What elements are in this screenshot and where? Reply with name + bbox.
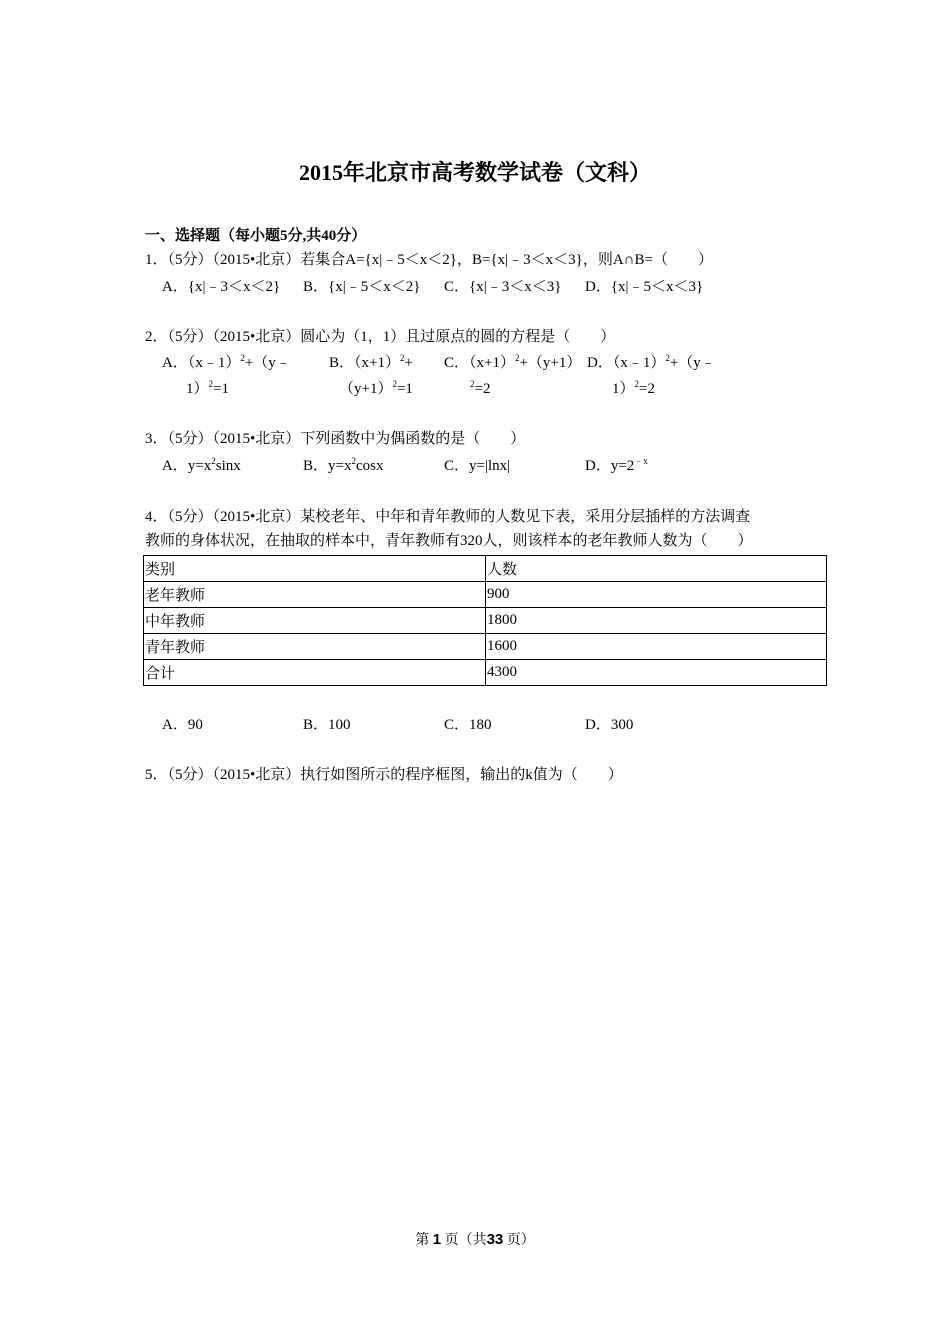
question-4-option-c: C．180 — [444, 717, 492, 733]
question-3-option-a: A．$y=x^2\sin x$ — [162, 456, 241, 474]
table-cell: 人数 — [486, 556, 827, 582]
question-4-stem-line-1: 4．（5分）（2015•北京）某校老年、中年和青年教师的人数见下表，采用分层插样的方法调查 — [145, 509, 751, 525]
table-cell: 中年教师 — [144, 608, 486, 634]
question-2-option-c-cont: $^2$=2 — [470, 379, 491, 397]
question-4-option-a: A．90 — [162, 717, 203, 733]
table-cell: 青年教师 — [144, 634, 486, 660]
question-3-stem: 3．（5分）（2015•北京）下列函数中为偶函数的是（ ） — [145, 431, 526, 447]
question-3-option-b: B．$y=x^2\cos x$ — [303, 456, 384, 474]
question-4-stem-line-2: 教师的身体状况，在抽取的样本中，青年教师有320人，则该样本的老年教师人数为（ ） — [145, 533, 753, 549]
question-2-option-b: B．$(x+1)^2+$ — [329, 353, 413, 371]
question-1-option-b: B．{x|﹣5＜x＜2} — [303, 279, 421, 295]
table-cell: 1600 — [486, 634, 827, 660]
table-cell: 类别 — [144, 556, 486, 582]
question-1-option-a: A．{x|﹣3＜x＜2} — [162, 279, 281, 295]
section-heading: 一、选择题（每小题5分,共40分） — [145, 228, 367, 244]
question-4-option-d: D．300 — [585, 717, 634, 733]
question-1-stem: 1．（5分）（2015•北京）若集合A={x|﹣5＜x＜2}，B={x|﹣3＜x＜3}，则A∩B=（ ） — [145, 252, 713, 268]
question-2-option-d-cont: 1）$^2$=2 — [612, 379, 655, 397]
question-2-option-c: C．$(x+1)^2+(y+1)$ — [444, 353, 582, 371]
question-1-option-d: D．{x|﹣5＜x＜3} — [585, 279, 704, 295]
table-cell: 4300 — [486, 660, 827, 686]
table-row — [144, 634, 827, 660]
question-2-option-d: D．（x﹣1）$^2$+（y﹣ — [587, 353, 716, 371]
teacher-count-table — [143, 555, 827, 686]
table-row — [144, 660, 827, 686]
table-row — [144, 608, 827, 634]
table-cell: 1800 — [486, 608, 827, 634]
table-cell: 合计 — [144, 660, 486, 686]
question-3-option-c: C．y=|lnx| — [444, 458, 511, 474]
question-2-option-a: A．（x﹣1）$^2$+（y﹣ — [162, 353, 291, 371]
question-1-option-c: C．{x|﹣3＜x＜3} — [444, 279, 562, 295]
table-cell: 900 — [486, 582, 827, 608]
question-5-stem: 5．（5分）（2015•北京）执行如图所示的程序框图，输出的k值为（ ） — [145, 767, 623, 783]
question-2-option-a-cont: 1）$^2$=1 — [186, 379, 229, 397]
table-header-row — [144, 556, 827, 582]
table-row — [144, 582, 827, 608]
page-footer: 第 1 页（共33 页） — [415, 1231, 535, 1248]
question-2-option-b-cont: $(y+1)^2=1$ — [339, 379, 413, 397]
page-total: 33 — [486, 1231, 504, 1248]
question-4-option-b: B．100 — [303, 717, 351, 733]
page-title: 2015年北京市高考数学试卷（文科） — [298, 160, 651, 185]
question-2-stem: 2．（5分）（2015•北京）圆心为（1，1）且过原点的圆的方程是（ ） — [145, 329, 616, 345]
page-number: 1 — [432, 1231, 442, 1248]
table-cell: 老年教师 — [144, 582, 486, 608]
question-3-option-d: D．$y=2^{﹣x}$ — [585, 456, 648, 474]
